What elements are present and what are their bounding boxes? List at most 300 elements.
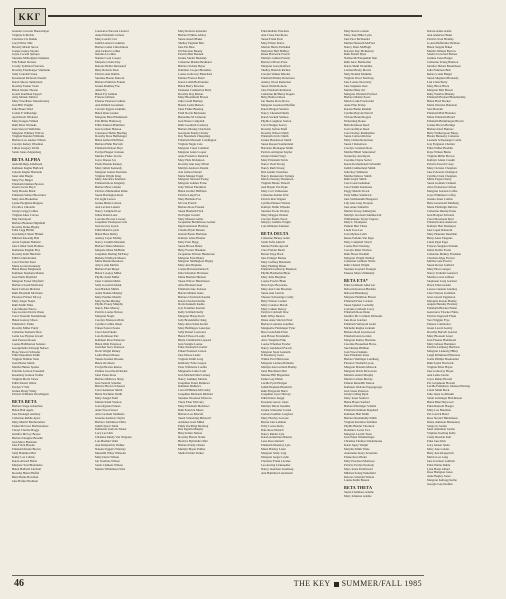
- member-name: Thora Fleer McCarty: [178, 400, 204, 405]
- member-name: Carolyn Rider Wallace: [344, 247, 372, 252]
- member-name: Susan Huebeth Fuck: [178, 208, 204, 213]
- member-name: Evelyn Hopper Jackson: [95, 150, 124, 155]
- member-name: Margaret Gaon Radford: [261, 64, 291, 69]
- member-name: Nina Sayre Borowine: [261, 283, 288, 288]
- member-name: Susan Reopet Southerland: [261, 142, 294, 147]
- member-name: Margaret Stout Gennath: [261, 349, 291, 354]
- member-name: Phyllis Loughton Saxton: [261, 118, 292, 123]
- member-name: Doris Kenneth Kealle: [178, 302, 205, 307]
- member-name: Audrey Wood Reinecker: [261, 79, 292, 84]
- member-name: Mary Jaeger Nagle: [12, 298, 36, 303]
- member-name: Charlotte Kipp Forrest: [427, 255, 455, 260]
- member-name: Margaret Shillingloss Higley: [178, 259, 214, 264]
- member-name: Joella Phillips Hoekstetter: [427, 357, 459, 362]
- member-name: Ruth Fenwick Meers: [178, 407, 204, 412]
- member-name: Helen Besse Maginness: [12, 267, 42, 272]
- member-name: Celeste Kugler Bierstein: [12, 169, 42, 174]
- member-name: Betty Wilson Coulter: [261, 298, 287, 303]
- member-name: Margaret Whitney Wilcox: [12, 130, 44, 135]
- member-name: Allen Fry: [95, 87, 107, 92]
- member-name: Mary Reiniel Mankins: [344, 71, 372, 76]
- member-name: Jane Stablerenkh Hougaard: [344, 196, 378, 201]
- member-name: Gay Trautmer Keeslar: [178, 306, 206, 311]
- member-name: Mary Jane Rice Kleiman: [95, 177, 126, 182]
- member-name: Barbara Embrick Fennie: [95, 79, 125, 84]
- member-name: Elizabeth Gallaway Baudean: [261, 267, 297, 272]
- member-name: Patricia Caldwell Dow: [261, 310, 289, 315]
- member-name: Viviane Brand Rogers: [344, 114, 372, 119]
- member-name: Jo Ann Huffstutler Bebbeu: [427, 40, 460, 45]
- member-name: Jean Seabolt Scheller: [95, 380, 122, 385]
- member-name: Nanette Eggerts Wherley: [95, 446, 126, 451]
- member-name: Evelyn V Wix: [12, 384, 30, 389]
- member-name: Judith Cumberland Smith: [344, 165, 376, 170]
- member-name: Ruth Wiley Deaton: [261, 314, 285, 319]
- member-name: Jeanine Jones Barger: [427, 56, 453, 61]
- member-name: Marie Dobbs Farris: [427, 247, 451, 252]
- member-name: Georgiebelle Schloegl Nelson: [12, 345, 49, 350]
- member-name: Williamanne Taylor Tappaw: [344, 216, 379, 221]
- member-name: Louise Galloway Blanchard: [178, 71, 213, 76]
- member-name: Elizabeth Jane Jackson: [178, 286, 207, 291]
- member-name: Lorraine Caldwell Corry: [344, 306, 375, 311]
- member-name: Leslie Barrett Reese: [95, 353, 120, 358]
- member-name: Sally Hamilton Bul: [12, 451, 36, 456]
- member-name: Virginia Ellen Hayes: [427, 364, 453, 369]
- member-name: Mildred Knoedig Holl: [12, 236, 40, 241]
- member-name: Margaret Wright Webber: [344, 255, 375, 260]
- member-name: Stephanie Long Gardner: [427, 279, 457, 283]
- member-name: Ruth Isaac Bamwaller: [344, 60, 372, 65]
- member-name: Ruth Donell Myer: [344, 52, 367, 57]
- member-name: Roxanne Gerow Jones: [261, 400, 289, 405]
- member-name: Sarah Tufts Amirch: [261, 240, 285, 245]
- member-name: Gonda Kaufman Tippett: [12, 91, 42, 96]
- member-name: Eileen Eaton Owens: [95, 325, 120, 330]
- member-name: Jane Ross Gardner: [344, 318, 367, 323]
- member-name: Diane Atkinson Hennessey: [427, 419, 461, 424]
- member-name: Judith Hopkins Hundrich: [261, 384, 292, 389]
- member-name: Mary Buffingon Lanerque: [178, 325, 211, 330]
- member-name: Susanne Woodson McGraw: [178, 396, 212, 401]
- member-name: D Roseberry Geist: [261, 353, 284, 358]
- member-name: Jeanne Dumbey Fee: [95, 83, 120, 88]
- chapter-heading: BETA DELTA: [261, 231, 289, 237]
- member-name: Anne Frederica Dentrick: [178, 154, 209, 158]
- member-name: Louise Wheldon Fowler: [261, 341, 291, 346]
- member-name: Arlyce Ann Melvin: [95, 263, 119, 268]
- member-name: Marlan Hosteath McFred: [344, 40, 375, 45]
- member-name: Georgette Feurig Christy: [178, 130, 209, 135]
- member-name: Helen Fry Gilman: [95, 91, 118, 96]
- member-name: Jeanette Andrews Taylor: [95, 415, 126, 420]
- member-name: Patricia Tappwell Flynn: [427, 314, 457, 319]
- member-name: Karen Chodred Keifer: [178, 298, 206, 303]
- chapter-heading: BETA BETA: [12, 399, 37, 405]
- member-name: Patricia Williams Woodington: [12, 392, 49, 397]
- member-name: Gwendolyn Stuart Hinkel: [12, 232, 44, 237]
- member-name: Sarah Jones Zeigenberg: [12, 150, 42, 155]
- separator-square-icon: [334, 582, 339, 587]
- member-name: Margaret Larmon Hamden: [261, 361, 294, 366]
- member-name: Barbara Brisco Klein: [95, 185, 121, 190]
- member-name: Marilee Hill Hagerman: [261, 372, 290, 377]
- member-name: Gladys Grigg Collins: [12, 208, 39, 213]
- member-name: Polly Loewe Retty: [261, 423, 284, 428]
- member-name: Kathleen Welcote Pappageorge: [344, 384, 383, 389]
- member-name: Alice Graham Summers: [95, 411, 125, 416]
- member-name: Margaret Baird Hammond: [95, 114, 128, 119]
- member-name: Claudia Hyde Hansen: [178, 228, 205, 233]
- member-name: Anne Bagley Jones: [427, 474, 451, 479]
- member-name: Ethel Nepomnai Smith: [12, 353, 40, 358]
- member-name: Mary Pauline Morrill: [95, 294, 122, 299]
- member-name: Nancy Geldshead Forsch: [261, 345, 292, 350]
- member-name: Mary Jane Landes: [427, 446, 450, 451]
- member-name: Marilyn Andrews Dustin: [178, 165, 209, 170]
- member-name: Nancy Rinder Lyle: [261, 431, 285, 436]
- member-name: Mary Cillian Robertson: [344, 138, 373, 143]
- member-name: Beth Robinson Reed: [344, 122, 370, 127]
- member-name: Carol Gaul Gehelkon: [344, 181, 371, 186]
- member-name: Mary Woodbine Vanesbeventy: [12, 99, 50, 104]
- member-name: Mary Maggee Wenzel: [261, 212, 288, 217]
- member-name: Jane Louise Nowviery: [344, 79, 372, 84]
- member-name: Gladys Daniel Stagi: [261, 154, 286, 158]
- member-name: Joan Grafmyer Reed: [344, 126, 370, 131]
- member-name: Jeanne Schroeder Jordan: [261, 408, 292, 413]
- member-name: Irma Schreiber Hoviness: [178, 271, 209, 276]
- member-name: Bonita Leslie Burton: [178, 103, 204, 108]
- member-name: Doris Wright Ramey: [95, 349, 121, 354]
- member-name: Reed Caritass Mcintire: [12, 287, 41, 291]
- member-name: Betty Roberts Doss: [95, 68, 119, 73]
- column-3: [178, 30, 257, 572]
- member-name: Sandra Crawford Barnes: [427, 52, 458, 57]
- member-name: Jean Hill Vaughn: [12, 103, 33, 108]
- member-name: Myra Jones Perzfrinoid: [344, 466, 373, 471]
- member-name: Barbara Mellows Sharp: [95, 376, 124, 381]
- member-name: Marilyn Bryan Palmer: [178, 446, 206, 451]
- member-name: Helen Dene Gunter: [95, 111, 119, 116]
- member-name: Marie Elizabeth Brand: [427, 114, 455, 119]
- member-name: Ruth Goodrum Casburry: [178, 122, 209, 127]
- member-name: Nancy Chesebell Rulis: [261, 111, 289, 116]
- member-name: Jean Waite Wunderlinger: [344, 435, 375, 440]
- member-name: Jessica Gotta Boyd: [12, 185, 36, 190]
- member-name: Carolyn Emerson Obitz: [95, 318, 124, 323]
- member-name: Shelley Dietrick Richter: [261, 68, 291, 73]
- member-name: Esther McCraw Bartholomew: [12, 423, 49, 428]
- member-name: Betty Banford Rose: [261, 95, 286, 100]
- member-name: Margaret Gunn Cooper: [178, 150, 207, 155]
- member-name: Ellen Goldstein Alderwer: [344, 283, 376, 288]
- member-name: Judith Lennon Cashman: [95, 40, 125, 45]
- member-name: Lucy Lee Ulm: [95, 431, 113, 436]
- member-name: Kathleen Stephens Manns: [12, 271, 44, 276]
- member-name: Margaret Wersbelt Paxford: [344, 91, 377, 96]
- member-name: Mary Camen Dewey: [261, 306, 287, 311]
- member-name: Catherine Young Bamson: [427, 60, 459, 65]
- member-name: Marjorie Muse McBride: [95, 247, 125, 252]
- member-name: Jean Stone Peterson: [344, 388, 369, 393]
- member-name: Marian Frances Bond: [178, 75, 205, 80]
- member-name: Kathy Lou Collins: [12, 455, 35, 460]
- member-name: Mary Zeugel Stahl: [95, 396, 118, 401]
- member-name: Linda Smith Heck: [427, 388, 450, 393]
- member-name: Lenore Glennie Gladney: [427, 286, 458, 291]
- member-name: Marilyn Grimes Preutta: [261, 56, 290, 61]
- member-name: Margaret Leavitt Trout: [344, 431, 372, 436]
- member-name: Ella Fahnel Stevens: [12, 60, 37, 65]
- member-name: Antoinette Avery Severides: [344, 451, 378, 456]
- column-5: [344, 30, 423, 572]
- member-name: Ruth Smith Niles: [12, 302, 34, 307]
- member-name: Deborah Kearson Berman: [344, 287, 376, 291]
- member-name: Mary Hoos Gergan: [427, 267, 451, 272]
- member-name: Anna Ridings Aldelhoek: [12, 162, 43, 166]
- member-name: Darren Adele Adam: [427, 29, 452, 33]
- member-name: Barbara Stege Ackerman: [12, 404, 43, 409]
- member-name: Joan Wood Jenkins: [344, 349, 368, 354]
- member-name: Gina Garrett Eggleston: [427, 294, 456, 299]
- member-name: Suzanne Boone Duncan: [95, 75, 125, 80]
- member-name: Maria Manger Engel: [178, 173, 204, 178]
- member-name: Jeanne Huber Lebrun: [95, 200, 122, 205]
- member-name: Dominica Lewis Tice: [344, 427, 371, 432]
- member-name: Marjory Gamble Wright: [261, 220, 291, 225]
- member-name: Jean Mace Brantzen: [12, 439, 37, 444]
- member-name: Mary Pawlston Morrison: [344, 458, 375, 463]
- member-name: Glenda Byrne Harbison: [178, 232, 207, 237]
- member-name: Carroll Hillman McCarthy: [178, 388, 211, 393]
- member-name: Ruth Hoase Waddell: [344, 251, 370, 256]
- magazine-title: THE KEY: [293, 579, 331, 588]
- member-name: Joanne Brown Burdige: [427, 122, 456, 127]
- member-name: Kathryn Glass Hessler: [178, 236, 206, 241]
- member-name: Marcia Luke Pawlowski: [344, 99, 374, 104]
- member-name: Mary Gillett Kennedy: [95, 165, 122, 170]
- member-name: Susan Chambers Adams: [344, 490, 374, 495]
- member-name: Marilyn Duvel Jasantha: [261, 404, 291, 409]
- member-name: Susan Arnold Baker: [178, 36, 203, 41]
- member-name: Barbara Purdy Orlean: [178, 443, 205, 448]
- member-name: Carolyn Walker Rhodes: [261, 71, 291, 76]
- member-name: Ruth Fitzgerald Hurst: [261, 388, 288, 393]
- member-name: Carol Kolley Reinheimer: [344, 130, 375, 135]
- member-name: Elizabeth Blacker Fisher: [427, 306, 458, 311]
- member-name: Josephine Joyce Heavey: [261, 392, 291, 397]
- member-name: Judy Brandsleffer King: [178, 318, 207, 323]
- member-name: Elizabeth Ostman Bowers: [12, 181, 44, 186]
- member-name: Rose Hampton Jones: [427, 470, 453, 475]
- page-number: 46: [14, 578, 24, 589]
- member-name: Genevieve Thacker Fahre: [427, 310, 459, 315]
- member-name: Marguerite Fehlsinger Tyler: [261, 326, 296, 331]
- member-name: Lola Meeder Nuevo: [12, 306, 37, 311]
- member-name: Caryl Elliot Sills: [12, 40, 33, 45]
- member-name: Lucille Pyatt Hobgen: [261, 380, 288, 385]
- member-name: Karen Sockell Salmon: [261, 114, 289, 119]
- member-name: Bette Greenwall Dahlberg: [427, 200, 459, 205]
- member-name: Jane Jogan Daberem: [427, 228, 453, 233]
- member-name: Lucille Pumphrey Johnson Herring: [427, 384, 470, 389]
- member-name: Carlena Gamble Langford: [261, 412, 293, 416]
- member-name: Mary Blossom Grant: [427, 333, 453, 338]
- member-name: Elizabeth Jumbok Shephard: [344, 408, 379, 413]
- member-name: Catherine Riddle Ayers: [12, 416, 41, 421]
- member-name: Ruth Sayler Hartwick: [427, 361, 454, 366]
- member-name: Jan Voerhies Wilson: [95, 458, 120, 463]
- member-name: Elizabeth Heiley Robertson: [261, 75, 295, 80]
- member-name: Renee Perkins Van Epps: [344, 236, 374, 241]
- member-name: Mary Masson Geller: [178, 216, 204, 221]
- member-name: Barbara Brennan Highfield: [12, 220, 46, 225]
- member-name: Barbara Harringer Schultz: [344, 404, 377, 409]
- member-name: Ellen Wilber Braddia: [427, 146, 453, 151]
- member-name: Sarah Clemens Wilson: [95, 462, 123, 467]
- member-name: Lea Ancing Lickeneider: [261, 462, 291, 467]
- member-name: Helen Sargent Baker: [427, 44, 453, 49]
- member-name: Martha Willetts Barrow: [427, 48, 456, 53]
- member-name: Alice Brennan Issel: [178, 282, 203, 287]
- member-name: Janet Peters Ross: [95, 372, 117, 377]
- member-name: Susan Welsh Roberts: [261, 83, 287, 88]
- member-name: Barbara Hahn Horvath: [95, 142, 123, 147]
- member-name: Julia Roy Simmons: [344, 169, 368, 174]
- member-name: Cheryl Chevitz Boggs: [12, 427, 40, 432]
- member-name: Jane Freck Brooks: [12, 443, 35, 448]
- member-name: Jennifer McCoy Boone: [12, 431, 41, 436]
- member-name: Marjorie Cristie Day: [95, 60, 121, 65]
- member-name: Jane Gordon Norris Olson: [12, 310, 45, 315]
- member-name: Jane Elizabeth Robinson: [261, 87, 292, 92]
- member-name: Jean Mitchell MacCartney: [178, 372, 211, 377]
- member-name: Eleanor Marrs Zimmerly: [344, 271, 375, 276]
- member-name: Bellette Whitlock Mason: [95, 255, 126, 260]
- member-name: Pamela Meredith Nelson: [344, 380, 375, 385]
- member-name: Ann Kimiell Grossman: [95, 103, 124, 108]
- member-name: Marilyn Jacobsen Summerwid: [344, 212, 382, 217]
- member-name: Louise Kuhn Baaren: [344, 478, 370, 483]
- member-name: Jane Garrison Lambert: [427, 458, 455, 463]
- member-name: Marian Farille Ayroult: [261, 244, 289, 249]
- member-name: Carol Truesdle Nordelmann: [12, 314, 47, 319]
- member-name: Kay Nantahals Clingaldeg: [178, 134, 211, 139]
- member-name: Joyce Dresas Joy: [95, 157, 116, 162]
- member-name: Josephine Yoker Mathews: [178, 380, 210, 385]
- member-name: Mary Hale Dickinson: [178, 157, 205, 162]
- member-name: Gary Jensen Jenda: [427, 443, 450, 448]
- member-name: Diane Anne Sinclair Ertel: [261, 318, 293, 323]
- member-name: Jane Galloway Hayes: [427, 368, 454, 373]
- member-name: Barbara Wellinger Lundberg: [344, 357, 379, 362]
- member-name: Marietta Arnett Murphy: [344, 372, 374, 377]
- member-name: Elizabeth Hackett Blanchership: [427, 95, 466, 100]
- member-name: Josephine Thompson Lutz: [95, 220, 128, 225]
- member-name: Linda Egan Epps: [427, 239, 448, 244]
- member-name: Bettie Nachtine Smith: [95, 392, 123, 397]
- member-name: Elizabeth Kuntz Brown: [12, 447, 41, 452]
- member-name: Jordan E Wallerdige: [12, 111, 37, 116]
- member-name: Patricia Arrington Snyder: [261, 150, 293, 155]
- member-name: Ruth Ellen Warneks: [12, 122, 37, 127]
- member-name: Bess Godschalk Elam: [261, 329, 288, 334]
- member-name: Virginia Nagle Cole: [178, 142, 203, 147]
- member-name: Louise Fowler Blain: [261, 279, 287, 284]
- member-name: Barbara Douglas Bevelin: [12, 435, 43, 440]
- member-name: Pamela Hart Thure: [344, 224, 368, 229]
- column-2: [95, 30, 174, 572]
- member-name: Marie Gorton Kennedy: [12, 263, 41, 268]
- member-name: Faith Norris Buchanan: [178, 111, 206, 116]
- member-name: Rose Sterrett Hutchinson: [427, 415, 458, 420]
- member-name: Elizabeth Ann Anderson: [427, 220, 457, 225]
- member-name: Mary Roberts Aplander: [178, 29, 207, 33]
- member-name: Karin Jupey Wright: [344, 443, 369, 448]
- member-name: Martha Dabrow Smith: [344, 173, 372, 178]
- member-name: Margaret Ludewig Hilley: [427, 349, 459, 354]
- member-name: Julie Gould Bumsey: [178, 99, 203, 104]
- member-name: Louise Hart Wackley: [344, 243, 370, 248]
- member-name: Jacqueline Brammrose Gomez: [178, 220, 216, 225]
- member-name: Pat Colquhoun Howell: [427, 380, 455, 385]
- member-name: Helen Hall Apple: [12, 408, 34, 413]
- member-name: Cynthia Clark Chapman: [427, 173, 457, 178]
- member-name: Patricia Rae Wagner: [261, 196, 286, 201]
- member-name: Dorothy Miller Purdy: [12, 326, 39, 331]
- member-name: Rebecca Ann Biegel: [427, 71, 452, 76]
- member-name: Mary Kothe Murphy: [95, 298, 121, 303]
- member-name: Kareen Burke Randell: [344, 107, 372, 112]
- member-name: Karen Kochenbaum Schramm: [344, 161, 381, 166]
- member-name: Nancy Ronnerstan Twinigs: [261, 173, 295, 178]
- member-name: Marie Fagan Cherry: [427, 177, 452, 182]
- member-name: Marie Warrabe Bohanon: [427, 103, 457, 108]
- member-name: Elizabeth Brinkburgen Brown: [427, 118, 464, 123]
- member-name: Leigh Richmond Hyberson: [427, 353, 461, 358]
- member-name: Lillian Gregory Wolfe: [12, 146, 40, 151]
- member-name: Rosemond Richards Steadle: [12, 75, 47, 80]
- member-name: Clara Fielder Bachi: [261, 247, 285, 252]
- member-name: Marion Harris Perlsahel: [261, 44, 291, 49]
- member-name: Virginia Allee Craven: [12, 212, 39, 217]
- member-name: Gayle Corwin Spiropu: [12, 52, 40, 57]
- member-name: Lynn Haste Lillard: [427, 466, 451, 471]
- member-name: Martha Lewis Gibbert: [427, 275, 455, 280]
- member-name: Joanne Gaupp Snyder: [12, 48, 39, 53]
- member-name: Carol Ann Pakula: [95, 329, 117, 334]
- column-4: [261, 30, 340, 572]
- member-name: Virginia Hanna Tidwell: [261, 181, 290, 186]
- member-name: Lois Buehler Wahl: [95, 439, 118, 444]
- member-name: Virginia Wright King: [95, 173, 121, 178]
- member-name: Sara Bozrath: [427, 107, 443, 112]
- member-name: Mary Julia Bergman: [261, 275, 286, 280]
- member-name: Martha Gale Fowler: [427, 259, 452, 264]
- member-name: Juan Stewart Wellchins: [12, 126, 41, 131]
- member-name: Marian Stroop Sumergren: [344, 208, 376, 213]
- member-name: Marjorie Yost Blanchette: [12, 462, 43, 467]
- member-name: Margaret Nogle: [95, 314, 115, 319]
- member-name: Nancy Ruth Strong: [261, 165, 285, 170]
- member-name: Carol Anderson Smith: [95, 388, 123, 393]
- member-name: Maria Berman Hudson: [178, 275, 206, 280]
- member-name: Elizabeth Moderay Lyle: [261, 443, 291, 448]
- member-name: Lorraine Hoover Lowrey: [95, 216, 126, 221]
- member-name: Margaret Foster Mayfield: [12, 279, 44, 284]
- member-name: Patricia Scott Bradley: [427, 36, 454, 41]
